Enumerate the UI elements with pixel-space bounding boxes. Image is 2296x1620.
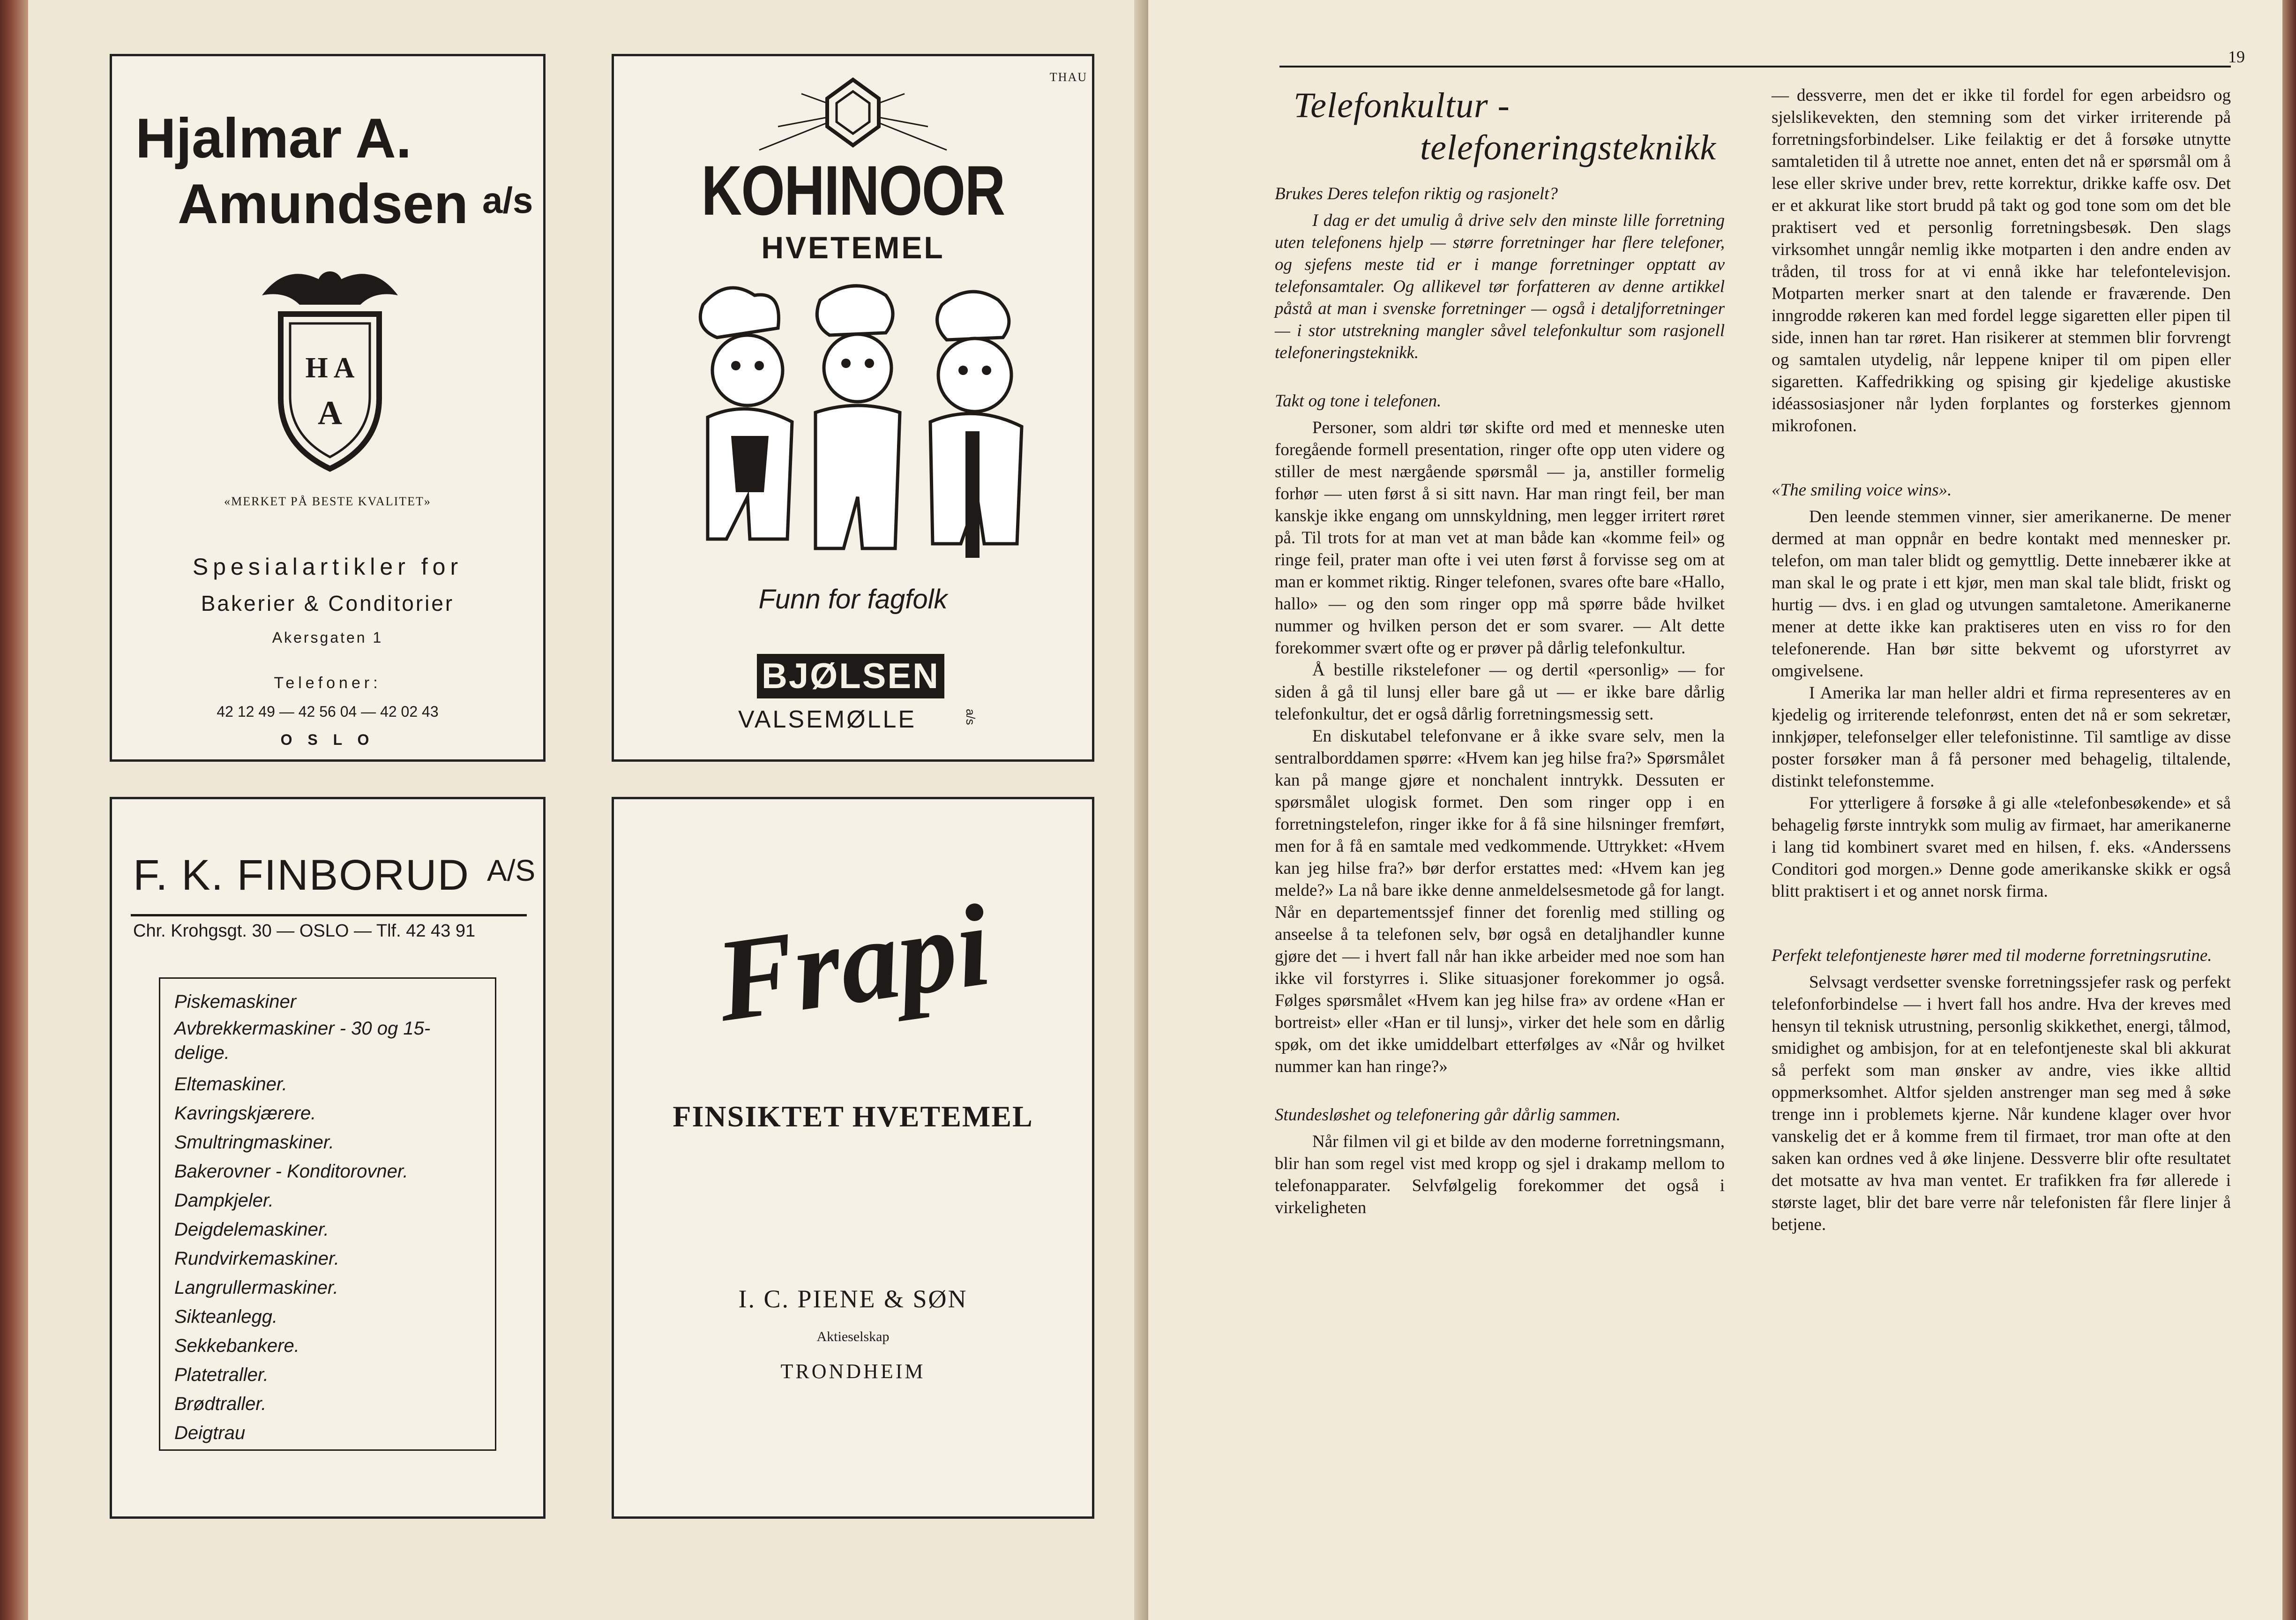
amundsen-line1: Spesialartikler for	[192, 554, 463, 580]
amundsen-city: O S L O	[280, 731, 375, 748]
left-page	[28, 0, 1148, 1620]
emblem-letters: H A	[305, 352, 355, 384]
bjolsen-maker2: VALSEMØLLE	[738, 706, 917, 733]
finborud-item: Dampkjeler.	[174, 1190, 274, 1211]
finborud-item: Rundvirkemaskiner.	[174, 1248, 339, 1269]
diamond-rays-icon	[750, 66, 956, 155]
finborud-item: Sekkebankere.	[174, 1335, 299, 1356]
bjolsen-logo	[757, 654, 944, 698]
finborud-item: Piskemaskiner	[174, 991, 297, 1012]
paragraph: — dessverre, men det er ikke til fordel for egen arbeidsro og sjelslikevekten, den stemning som det virker irriterende på forretningsforbindelser. Like feilaktig er det å forsøke utnytte samtaletiden til å utrette noe annet, enten det nå er spørsmål om å lese eller skrive under brev, rette korrektur, drikke kaffe osv. Det er et akkurat like stort brudd på takt og god tone som om det ble praktisert ved et personlig forretningsbesøk. Den slags virksomhet unngår nemlig ikke motparten i den andre enden av tråden, til tross for at vi ennå ikke har telefontelevisjon. Motparten merker snart at den talende er fraværende. Den inngrodde røkeren kan med fordel legge sigaretten eller pipen til side, innen han tar røret. Han risikerer at stemmen blir forvrengt og samtalen utydelig, når leppene kniper til om pipen eller sigaretten. Kaffedrikking og spising gir kjedelige akustiske idéassosiasjoner når lyden forplantes og forsterkes gjennom mikrofonen.	[1772, 86, 2231, 435]
finborud-item: Sikteanlegg.	[174, 1306, 278, 1327]
frapi-product: FINSIKTET HVETEMEL	[673, 1100, 1033, 1133]
paragraph: En diskutabel telefonvane er å ikke svare selv, men la sentralborddamen spørre: «Hvem kan jeg hilse fra?» Spørsmålet kan på mange gjøre et nonchalent inntrykk. Dessuten er spørsmålet ulogisk formet. Den som ringer opp i en forretningstelefon, ringer ikke for å få sine hilsninger fremført, men for å få en samtale med vedkommende. Uttrykket: «Hvem kan jeg hilse fra?» bør derfor erstattes med: «Hvem kan jeg melde?» La nå bare ikke denne anmeldelsesmetode gå for langt. Når en departementssjef finner det forenlig med stilling og anseelse å ta telefonen selv, bør også en detaljhandler kunne gjøre det — i hvert fall når han ikke arbeider med noe som han ikke vil forstyrres i. Slike situasjoner forekommer jo også. Følges spørsmålet «Hvem kan jeg hilse fra» av ordene «Han er bortreist» eller «Han er til lunsj», virker det hele som en dårlig spøk, om det ikke umiddelbart etterfølges av «Når og hvilket nummer kan han ringe?»	[1275, 727, 1725, 1076]
frapi-company: I. C. PIENE & SØN	[738, 1285, 968, 1313]
paragraph: Selvsagt verdsetter svenske forretningssjefer rask og perfekt telefonforbindelse — i hvert fall hos andre. Hva der kreves med hensyn til teknisk utrustning, personlig skikkethet, energi, tålmod, smidighet og ambisjon, for at en telefontjeneste skal bli akkurat så perfekt som man ønsker av andre, vies ikke alltid oppmerksomhet. Altfor sjelden anstrenger man seg med å søke trenge inn i problemets kjerne. Når kundene klager over hvor vanskelig det er å komme frem til firmaet, tror man ofte at den saken kan ordnes ved å øke linjene. Dessverre blir ofte resultatet det motsatte av hva man ventet. Er trafikken fra før allerede i største laget, blir det bare verre når telefonisten får flere linjer å betjene.	[1772, 973, 2231, 1234]
paragraph: For ytterligere å forsøke å gi alle «telefonbesøkende» et så behagelig første inntrykk som mulig av firmaet, har amerikanerne i lang tid kombinert svaret med en hilsen, f. eks. «Anderssens Conditori god morgen.» Denne gode amerikanske skikk er også blitt praktisert i et og annet norsk firma.	[1772, 794, 2231, 901]
paragraph: I Amerika lar man heller aldri et firma representeres av en kjedelig og irriterende telefonrøst, enten det nå er som sekretær, innkjøper, telefonselger eller telefonistinne. Til samtlige av disse poster forsøker man å få personer med behagelig, tiltalende, distinkt telefonstemme.	[1772, 683, 2231, 791]
finborud-item: Kavringskjærere.	[174, 1103, 316, 1124]
kohinoor-corner-text: THAU	[1049, 70, 1087, 84]
book-spine-left	[0, 0, 28, 1620]
article-column-left	[1275, 84, 1725, 1219]
finborud-item: Langrullermaskiner.	[174, 1277, 338, 1298]
paragraph: Å bestille rikstelefoner — og dertil «personlig» — for siden å gå til lunsj eller bare gå ut — er ikke bare dårlig telefonkultur, det er også dårlig forretningsmessig sett.	[1275, 660, 1725, 724]
finborud-item: Brødtraller.	[174, 1394, 267, 1414]
finborud-item: Smultringmaskiner.	[174, 1132, 334, 1153]
section-heading: Takt og tone i telefonen.	[1275, 391, 1442, 411]
article-title-line1: Telefonkultur -	[1294, 86, 1510, 125]
amundsen-phones: 42 12 49 — 42 56 04 — 42 02 43	[217, 703, 439, 720]
amundsen-address: Akersgaten 1	[272, 629, 383, 646]
article-lead: I dag er det umulig å drive selv den minste lille forretning uten telefonens hjelp — større forretninger har flere telefoner, og sjefens meste tid er i mange forretninger opptatt av telefonsamtaler. Og allikevel tør forfatteren av denne artikkel påstå at man i svenske forretninger — også i detaljforretninger — i stor utstrekning mangler såvel telefonkultur som rasjonell telefoneringsteknikk.	[1275, 211, 1725, 362]
finborud-suffix: A/S	[487, 854, 536, 887]
frapi-company-type: Aktieselskap	[816, 1329, 890, 1344]
finborud-rule	[131, 914, 527, 916]
amundsen-emblem	[253, 258, 407, 473]
article-question: Brukes Deres telefon riktig og rasjonelt?	[1275, 184, 1558, 203]
finborud-address: Chr. Krohgsgt. 30 — OSLO — Tlf. 42 43 91	[133, 921, 476, 941]
finborud-item: Deigtrau	[174, 1423, 246, 1443]
amundsen-line2: Bakerier & Conditorier	[201, 591, 455, 615]
frapi-brand: Frapi	[708, 879, 998, 1047]
finborud-item: Avbrekkermaskiner - 30 og 15-delige.	[174, 1018, 431, 1063]
bjolsen-maker: BJØLSEN	[762, 656, 940, 696]
finborud-item: Platetraller.	[174, 1365, 269, 1385]
finborud-name: F. K. FINBORUD	[133, 851, 470, 899]
section-heading: Stundesløshet og telefonering går dårlig sammen.	[1275, 1105, 1621, 1125]
amundsen-suffix: a/s	[482, 180, 533, 221]
article-title-line2: telefoneringsteknikk	[1420, 128, 1716, 167]
paragraph: Personer, som aldri tør skifte ord med et menneske uten foregående formell presentation, ringer ofte opp uten videre og stiller de mest nærgående spørsmål — ja, anstiller formelig forhør — uten først å si sitt navn. Har man ringt feil, ber man kanskje ikke engang om unnskyldning, men legger irritert røret på. Til trots for at man vet at man både kan «komme feil» og ringe feil, prater man ofte i vei uten først å forvisse seg om at man er kommet riktig. Ringer telefonen, svares ofte bare «Hallo, hallo» — og den som ringer opp må spørre både hvilket nummer og hvilken person det er som svarer. — Alt dette forekommer svært ofte og er prøver på dårlig telefonkultur.	[1275, 418, 1725, 658]
finborud-item: Bakerovner - Konditorovner.	[174, 1161, 408, 1182]
amundsen-ad	[110, 54, 546, 762]
bakers-illustration-icon	[675, 277, 1040, 562]
page-number: 19	[2228, 47, 2245, 66]
finborud-item: Eltemaskiner.	[174, 1074, 287, 1095]
kohinoor-product: HVETEMEL	[761, 230, 945, 265]
kohinoor-ad	[612, 54, 1094, 762]
paragraph: Den leende stemmen vinner, sier amerikanerne. De mener dermed at man oppnår en bedre kontakt med mennesker pr. telefon, om man taler blidt og gemyttlig. Dette innebærer ikke at man skal le og prate i ett kjør, men man skal tale blidt, friskt og hurtig — dvs. i en glad og utvungen samtaletone. Amerikanerne mener at dette ikke kan praktiseres uten en viss ro for den telefonerende. Han bør sitte bekvemt og uforstyrret av omgivelsene.	[1772, 507, 2231, 681]
emblem-letter-a: A	[318, 394, 342, 432]
paragraph: Når filmen vil gi et bilde av den moderne forretningsmann, blir han som regel vist med kropp og sjel i drakamp mellom to telefonapparater. Selvfølgelig forekommer det også i virkeligheten	[1275, 1132, 1725, 1217]
kohinoor-tagline: Funn for fagfolk	[758, 584, 948, 615]
book-edge-right	[2282, 0, 2296, 1620]
finborud-items-box	[159, 977, 496, 1451]
amundsen-phones-label: Telefoner:	[274, 674, 381, 692]
amundsen-name-line2: Amundsen	[178, 172, 469, 235]
amundsen-slogan: «MERKET PÅ BESTE KVALITET»	[224, 495, 431, 508]
frapi-city: TRONDHEIM	[780, 1360, 926, 1383]
finborud-item: Deigdelemaskiner.	[174, 1219, 329, 1240]
bjolsen-suffix: a/s	[964, 709, 978, 725]
header-rule	[1279, 66, 2231, 68]
section-heading: «The smiling voice wins».	[1772, 480, 1952, 500]
section-heading: Perfekt telefontjeneste hører med til moderne forretningsrutine.	[1772, 946, 2212, 965]
article-column-right	[1772, 84, 2231, 1236]
kohinoor-brand: KOHINOOR	[701, 151, 1005, 230]
finborud-ad	[110, 797, 546, 1519]
amundsen-name-line1: Hjalmar A.	[135, 107, 412, 170]
right-page	[1148, 0, 2282, 1620]
frapi-ad	[612, 797, 1094, 1519]
